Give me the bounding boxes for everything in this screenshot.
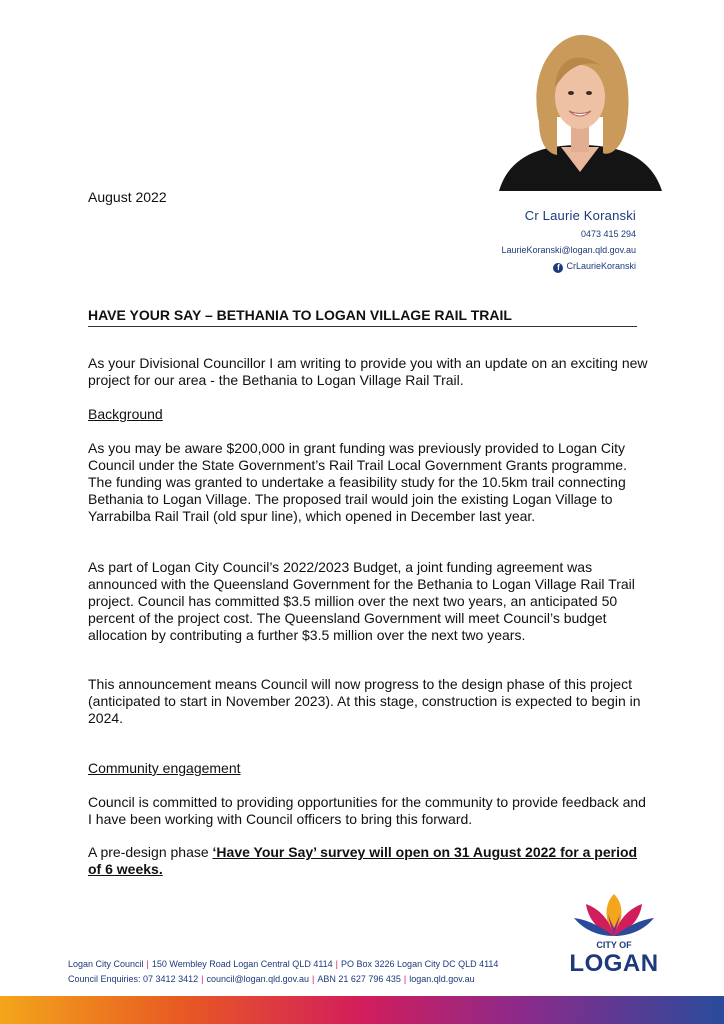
- background-paragraph-1: As you may be aware $200,000 in grant funding was previously provided to Logan City Council under the State Government’s Rail Trail Local Government Grants programme. The funding was granted to undertake a feasibility study for the 10.5km trail connecting Bethania to Logan Village. The proposed trail would join the existing Logan Village to Yarrabilba Rail Trail (old spur line), which opened in December last year.: [88, 440, 627, 524]
- footer-email[interactable]: council@logan.qld.gov.au: [206, 974, 309, 984]
- footer-color-strip: [0, 996, 724, 1024]
- community-heading: Community engagement: [88, 760, 241, 776]
- footer-address: 150 Wembley Road Logan Central QLD 4114: [151, 959, 333, 969]
- contact-phone: 0473 415 294: [580, 229, 636, 239]
- survey-lead-text: A pre-design phase: [88, 844, 213, 860]
- background-paragraph-2: As part of Logan City Council’s 2022/2023 Budget, a joint funding agreement was announced with the Queensland Government for the Bethania to Logan Village Rail Trail project. Council has committed $3.5 million over the next two years, an anticipated 50 percent of the project cost. The Queensland Government will meet Council’s budget allocation by contributing a further $3.5 million over the next two years.: [88, 559, 635, 643]
- footer-enquiries: Council Enquiries: 07 3412 3412: [68, 974, 199, 984]
- lotus-icon: [566, 890, 662, 942]
- background-heading: Background: [88, 406, 163, 422]
- footer-abn: ABN 21 627 796 435: [317, 974, 401, 984]
- letter-date: August 2022: [88, 189, 167, 205]
- facebook-icon: f: [553, 263, 563, 273]
- logo-city-of: CITY OF: [596, 940, 632, 950]
- city-of-logan-logo: [566, 890, 662, 982]
- community-paragraph-1: Council is committed to providing opportunities for the community to provide feedback and I have been working with Council officers to bring this forward.: [88, 794, 646, 827]
- intro-paragraph: As your Divisional Councillor I am writing to provide you with an update on an exciting new project for our area - the Bethania to Logan Village Rail Trail.: [88, 355, 648, 388]
- contact-block: [501, 208, 636, 273]
- footer: [68, 957, 498, 987]
- councillor-name: Cr Laurie Koranski: [524, 208, 636, 223]
- contact-facebook[interactable]: [501, 261, 636, 273]
- survey-announcement: ‘Have Your Say’ survey will open on 31 August 2022 for a period of 6 weeks.: [88, 844, 638, 877]
- contact-email[interactable]: LaurieKoranski@logan.qld.gov.au: [501, 245, 636, 255]
- letter-title: HAVE YOUR SAY – BETHANIA TO LOGAN VILLAGE RAIL TRAIL: [88, 307, 637, 327]
- facebook-handle: CrLaurieKoranski: [566, 261, 636, 271]
- background-paragraph-3: This announcement means Council will now progress to the design phase of this project (anticipated to start in November 2023). At this stage, construction is expected to begin in 2024.: [88, 676, 641, 726]
- footer-po-box: PO Box 3226 Logan City DC QLD 4114: [341, 959, 499, 969]
- footer-org: Logan City Council: [68, 959, 144, 969]
- logo-logan: LOGAN: [569, 950, 659, 977]
- footer-line-1: Logan City Council | 150 Wembley Road Logan Central QLD 4114 | PO Box 3226 Logan City DC QLD 4114: [68, 959, 499, 969]
- footer-website[interactable]: logan.qld.gov.au: [409, 974, 475, 984]
- footer-line-2: Council Enquiries: 07 3412 3412 | council@logan.qld.gov.au | ABN 21 627 796 435 | logan.qld.gov.au: [68, 974, 475, 984]
- councillor-photo: [499, 27, 662, 191]
- community-paragraph-2: [88, 844, 648, 878]
